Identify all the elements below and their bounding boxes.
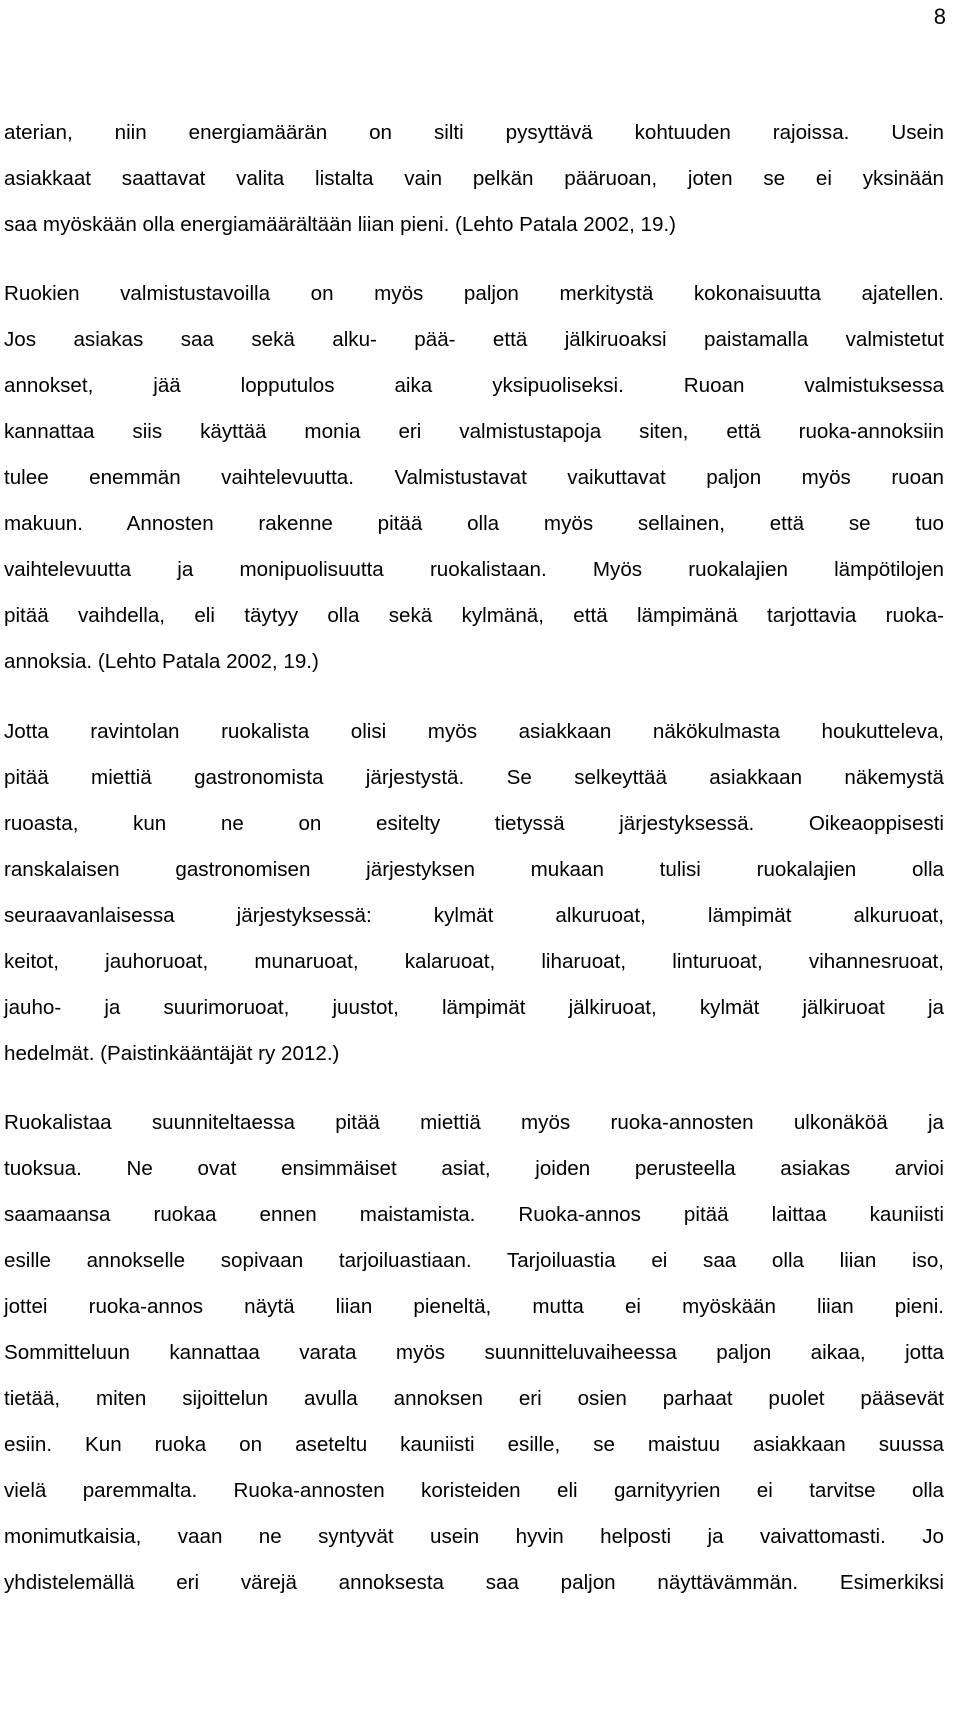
paragraph-1 (4, 110, 944, 248)
text-line: hedelmät. (Paistinkääntäjät ry 2012.) (4, 1042, 340, 1065)
text-line: Jotta ravintolan ruokalista olisi myös asiakkaan näkökulmasta houkutteleva, (4, 720, 944, 743)
text-line: tietää, miten sijoittelun avulla annoksen eri osien parhaat puolet pääsevät (4, 1387, 944, 1410)
text-line: ranskalaisen gastronomisen järjestyksen mukaan tulisi ruokalajien olla (4, 858, 944, 881)
text-line: vaihtelevuutta ja monipuolisuutta ruokalistaan. Myös ruokalajien lämpötilojen (4, 558, 944, 581)
text-line: seuraavanlaisessa järjestyksessä: kylmät alkuruoat, lämpimät alkuruoat, (4, 904, 944, 927)
text-line: jottei ruoka-annos näytä liian pieneltä, mutta ei myöskään liian pieni. (4, 1295, 944, 1318)
text-line: tulee enemmän vaihtelevuutta. Valmistustavat vaikuttavat paljon myös ruoan (4, 466, 944, 489)
text-line: Jos asiakas saa sekä alku- pää- että jälkiruoaksi paistamalla valmistetut (4, 328, 944, 351)
text-line: monimutkaisia, vaan ne syntyvät usein hyvin helposti ja vaivattomasti. Jo (4, 1525, 944, 1548)
text-line: Sommitteluun kannattaa varata myös suunnitteluvaiheessa paljon aikaa, jotta (4, 1341, 944, 1364)
text-line: esille annokselle sopivaan tarjoiluastiaan. Tarjoiluastia ei saa olla liian iso, (4, 1249, 944, 1272)
text-line: Ruokien valmistustavoilla on myös paljon merkitystä kokonaisuutta ajatellen. (4, 282, 944, 305)
paragraph-2 (4, 271, 944, 685)
text-line: aterian, niin energiamäärän on silti pysyttävä kohtuuden rajoissa. Usein (4, 121, 944, 144)
text-line: saamaansa ruokaa ennen maistamista. Ruoka-annos pitää laittaa kauniisti (4, 1203, 944, 1226)
paragraph-3 (4, 709, 944, 1077)
text-line: yhdistelemällä eri värejä annoksesta saa paljon näyttävämmän. Esimerkiksi (4, 1571, 944, 1594)
text-line: asiakkaat saattavat valita listalta vain pelkän pääruoan, joten se ei yksinään (4, 167, 944, 190)
text-line: ruoasta, kun ne on esitelty tietyssä järjestyksessä. Oikeaoppisesti (4, 812, 944, 835)
text-line: makuun. Annosten rakenne pitää olla myös sellainen, että se tuo (4, 512, 944, 535)
text-line: annoksia. (Lehto Patala 2002, 19.) (4, 650, 319, 673)
paragraph-4 (4, 1100, 944, 1606)
text-line: esiin. Kun ruoka on aseteltu kauniisti esille, se maistuu asiakkaan suussa (4, 1433, 944, 1456)
text-line: vielä paremmalta. Ruoka-annosten koristeiden eli garnityyrien ei tarvitse olla (4, 1479, 944, 1502)
text-line: pitää vaihdella, eli täytyy olla sekä kylmänä, että lämpimänä tarjottavia ruoka- (4, 604, 944, 627)
text-line: jauho- ja suurimoruoat, juustot, lämpimät jälkiruoat, kylmät jälkiruoat ja (4, 996, 944, 1019)
text-line: tuoksua. Ne ovat ensimmäiset asiat, joiden perusteella asiakas arvioi (4, 1157, 944, 1180)
text-line: keitot, jauhoruoat, munaruoat, kalaruoat, liharuoat, linturuoat, vihannesruoat, (4, 950, 944, 973)
text-line: annokset, jää lopputulos aika yksipuoliseksi. Ruoan valmistuksessa (4, 374, 944, 397)
text-line: saa myöskään olla energiamäärältään liian pieni. (Lehto Patala 2002, 19.) (4, 213, 677, 236)
text-line: Ruokalistaa suunniteltaessa pitää miettiä myös ruoka-annosten ulkonäköä ja (4, 1111, 944, 1134)
text-line: kannattaa siis käyttää monia eri valmistustapoja siten, että ruoka-annoksiin (4, 420, 944, 443)
page-number: 8 (933, 4, 946, 29)
text-line: pitää miettiä gastronomista järjestystä. Se selkeyttää asiakkaan näkemystä (4, 766, 944, 789)
